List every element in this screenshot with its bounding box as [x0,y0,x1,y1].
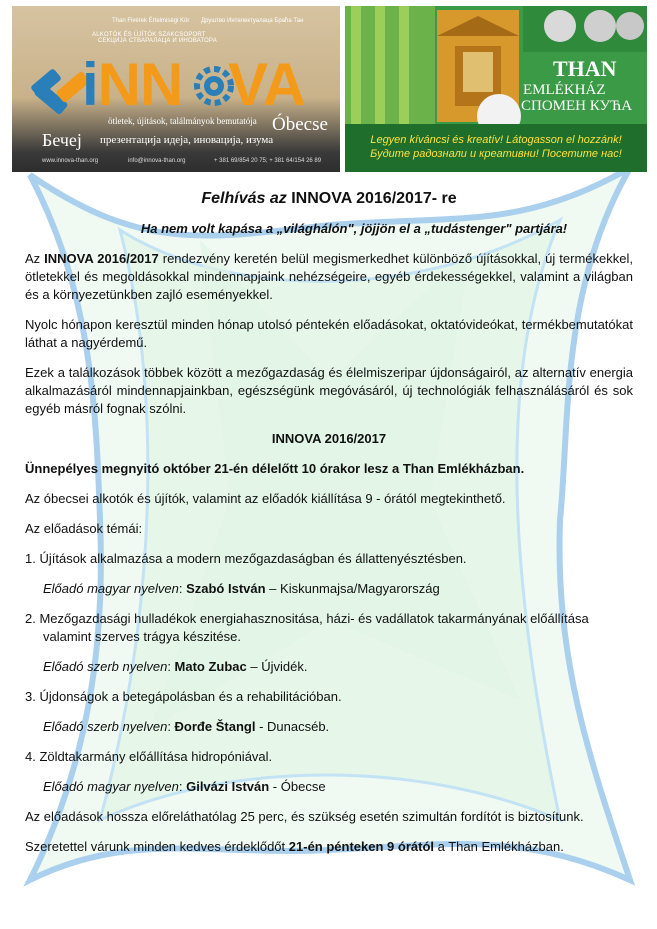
invitation-line: Szeretettel várunk minden kedves érdeklődőt 21-én pénteken 9 órától a Than Emlékházban. [25,839,564,854]
page-title: Felhívás az INNOVA 2016/2017- re [201,190,457,207]
duration-notice: Az előadások hossza előreláthatólag 25 perc, és szükség esetén szimultán fordítót is biztosítunk. [25,809,584,824]
org-name-sr: Друштво Интелектуалаца Браћа Тан [201,18,304,24]
town-sr: Бечеј [42,130,82,150]
emlekhaz-title: EMLÉKHÁZ [523,82,606,98]
tagline-hu: ötletek, újítások, találmányok bemutatója [108,116,257,126]
topics-paragraph: Ezek a találkozások többek között a mezőgazdaság és élelmiszeripar újdonságairól, az alternatív energia alkalmazásáról mindennapjainkban, egészségünk megóvásáról, új technológiák felhasználásáról és sok egyéb másról fognak szólni. [25,365,633,416]
section-heading: INNOVA 2016/2017 [271,431,387,446]
schedule-paragraph: Nyolc hónapon keresztül minden hónap utolsó péntekén előadásokat, oktatóvideókat, termékbemutatókat láthat a nagyérdemű. [25,317,633,350]
item-text: Újdonságok a betegápolásban és a rehabilitációban. [39,689,342,704]
topics-label: Az előadások témái: [25,521,143,536]
item-number: 4. [25,749,36,764]
item-text: Mezőgazdasági hulladékok energiahasznositása, házi- és vadállatok takarmányának előállítása valamint szerves trágya készitése. [39,611,589,644]
club-name-sr: СЕКЦИЈА СТВАРАЛАЦА И ИНОВАТОРА [98,38,217,44]
slogan-hu: Legyen kíváncsi és kreatív! Látogasson el hozzánk! [370,134,622,146]
innova-logo-text: iNN VA [82,51,305,118]
item-number: 3. [25,689,36,704]
item-text: Újítások alkalmazása a modern mezőgazdaságban és állattenyésztésben. [39,551,467,566]
org-name-hu: Than Fivérek Értelmiségi Kör [112,18,190,24]
presenter-line: Előadó szerb nyelven: Mato Zubac – Újvidék. [43,659,308,674]
subtitle: Ha nem volt kapása a „világhálón", jöjjön el a „tudástenger" partjára! [140,221,568,236]
list-item [25,748,633,766]
than-title: THAN [553,56,617,81]
announcement-body [25,190,633,868]
item-text: Zöldtakarmány előállítása hidropóniával. [39,749,273,764]
presenter-line: Előadó magyar nyelven: Gilvázi István - Óbecse [43,779,326,794]
tagline-sr: презентација идеја, иновација, изума [100,134,274,146]
town-hu: Óbecse [272,114,328,135]
list-item [25,550,633,568]
website-link[interactable]: www.innova-than.org [42,158,99,164]
list-item [25,610,633,646]
opening-notice: Ünnepélyes megnyitó október 21-én délelőtt 10 órakor lesz a Than Emlékházban. [25,461,525,476]
exhibit-notice: Az óbecsei alkotók és újítók, valamint az előadók kiállítása 9 - órától megtekinthető. [25,491,506,506]
item-number: 1. [25,551,36,566]
innova-banner [12,6,340,172]
phone-numbers: + 381 69/854 20 75; + 381 64/154 26 89 [214,158,322,164]
item-number: 2. [25,611,36,626]
club-name-hu: ALKOTÓK ÉS ÚJÍTÓK SZAKCSOPORT [92,32,206,38]
spomen-kuca-title: СПОМЕН КУЋА [521,98,633,114]
presenter-line: Előadó magyar nyelven: Szabó István – Kiskunmajsa/Magyarország [43,581,440,596]
list-item [25,688,633,706]
slogan-sr: Будите радознали и креативни! Посетите нас! [370,148,622,160]
intro-paragraph: Az INNOVA 2016/2017 rendezvény keretén belül megismerkedhet különböző újításokkal, új termékekkel, ötletekkel és megoldásokkal mindennapjaink nehézségeire, egyéb érdekességekkel, valamint a világban és a környezetünkben zajló eseményekkel. [25,251,633,302]
presenter-line: Előadó szerb nyelven: Đorđe Štangl - Dunacséb. [43,719,330,734]
email-link[interactable]: info@innova-than.org [128,158,186,164]
than-memorial-banner [345,6,647,172]
